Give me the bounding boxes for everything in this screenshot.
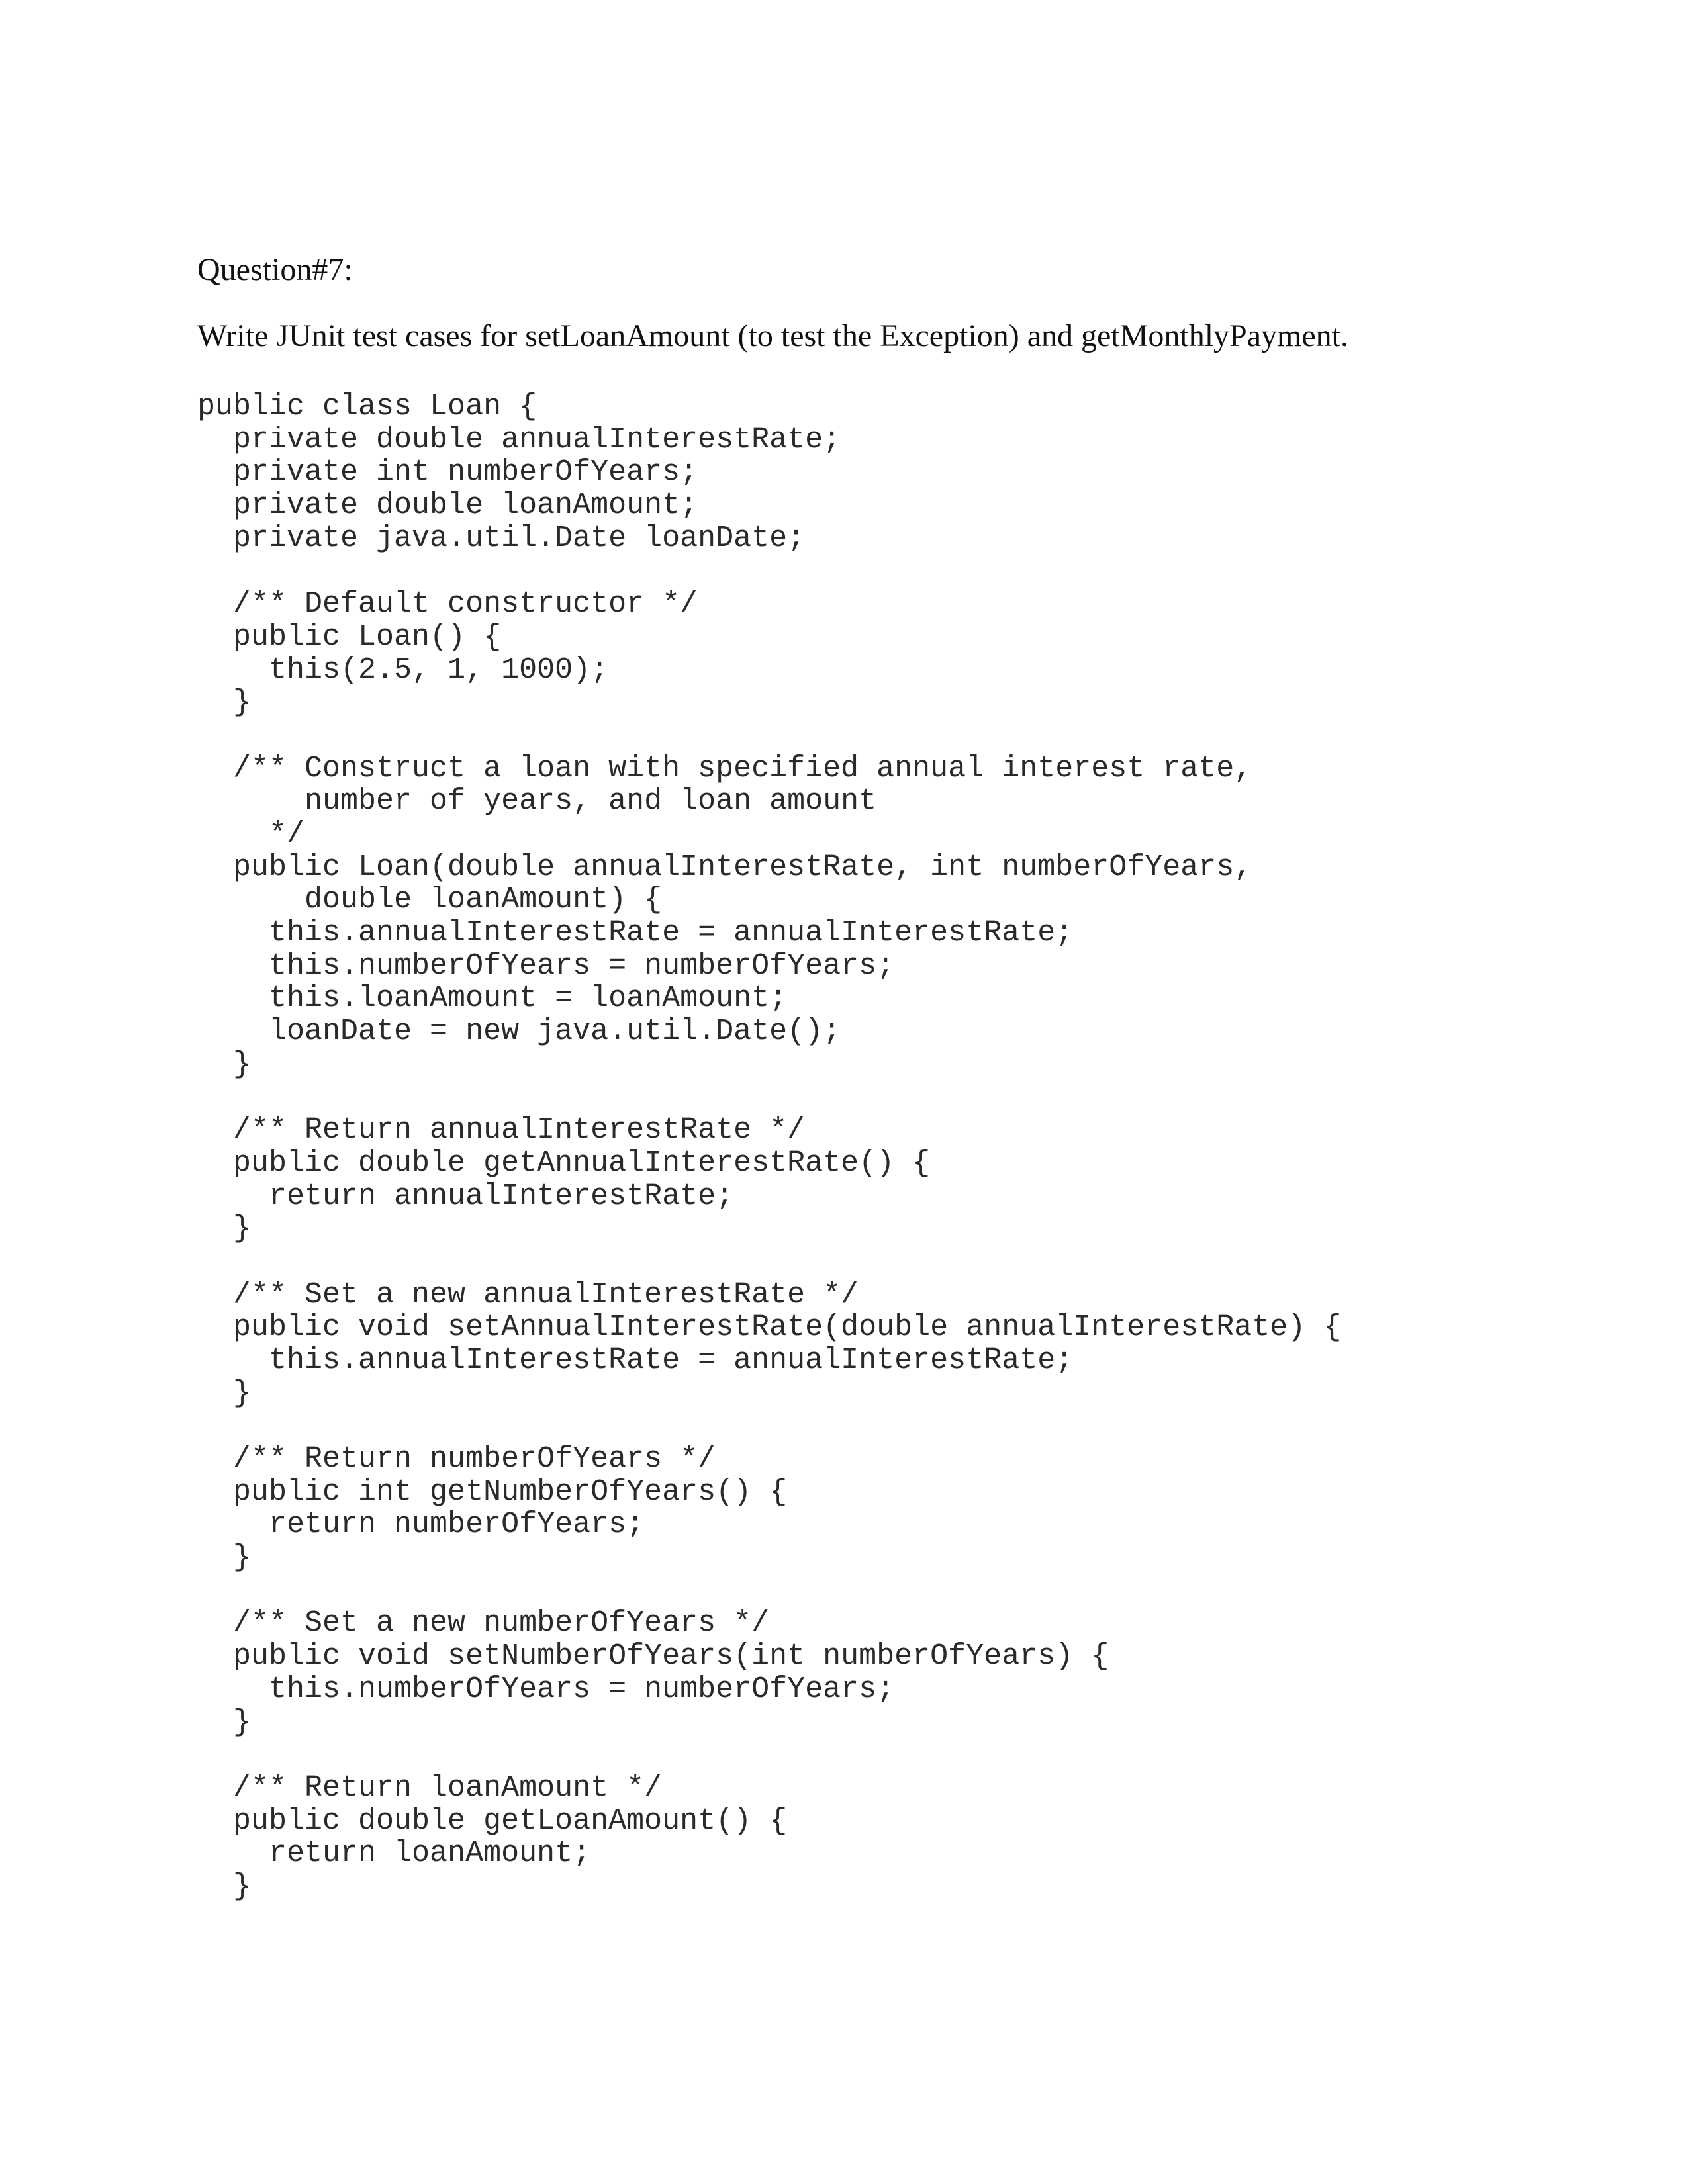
- code-listing: [197, 390, 1654, 1903]
- code-line: [197, 1246, 1654, 1279]
- code-line: return numberOfYears;: [197, 1508, 645, 1542]
- question-instruction: Write JUnit test cases for setLoanAmount (to test the Exception) and getMonthlyPayment.: [197, 318, 1349, 353]
- code-line: return annualInterestRate;: [197, 1179, 734, 1213]
- code-line: private double annualInterestRate;: [197, 422, 841, 457]
- code-line: public void setAnnualInterestRate(double annualInterestRate) {: [197, 1310, 1342, 1345]
- code-line: this.numberOfYears = numberOfYears;: [197, 948, 895, 983]
- code-line: this.loanAmount = loanAmount;: [197, 981, 788, 1016]
- code-line: public void setNumberOfYears(int numberOfYears) {: [197, 1639, 1109, 1674]
- code-line: public int getNumberOfYears() {: [197, 1475, 788, 1509]
- code-line: number of years, and loan amount: [197, 784, 877, 819]
- code-line: private int numberOfYears;: [197, 455, 698, 490]
- code-line: return loanAmount;: [197, 1837, 591, 1871]
- question-title: Question#7:: [197, 252, 353, 287]
- code-line: loanDate = new java.util.Date();: [197, 1015, 841, 1049]
- code-line: }: [197, 1047, 252, 1081]
- code-line: /** Return loanAmount */: [197, 1770, 663, 1805]
- code-line: this.numberOfYears = numberOfYears;: [197, 1672, 895, 1706]
- code-line: [197, 1081, 1654, 1114]
- code-line: public double getLoanAmount() {: [197, 1803, 788, 1838]
- code-line: private double loanAmount;: [197, 488, 698, 523]
- code-line: /** Construct a loan with specified annual interest rate,: [197, 751, 1252, 786]
- code-line: public class Loan {: [197, 390, 538, 424]
- code-line: [197, 555, 1654, 588]
- code-line: [197, 1574, 1654, 1608]
- code-line: this(2.5, 1, 1000);: [197, 653, 609, 687]
- code-line: [197, 1410, 1654, 1443]
- code-line: */: [197, 817, 305, 851]
- code-line: /** Set a new annualInterestRate */: [197, 1277, 859, 1312]
- code-line: double loanAmount) {: [197, 883, 663, 917]
- code-line: public Loan() {: [197, 619, 502, 654]
- code-line: }: [197, 1376, 252, 1410]
- code-line: /** Return numberOfYears */: [197, 1442, 716, 1476]
- code-line: private java.util.Date loanDate;: [197, 521, 806, 555]
- code-line: /** Default constructor */: [197, 587, 698, 621]
- code-line: }: [197, 1705, 252, 1739]
- code-line: this.annualInterestRate = annualInterestRate;: [197, 1343, 1074, 1377]
- code-line: }: [197, 1869, 252, 1903]
- code-line: /** Set a new numberOfYears */: [197, 1606, 770, 1641]
- code-line: this.annualInterestRate = annualInterestRate;: [197, 916, 1074, 950]
- code-line: [197, 1739, 1654, 1772]
- code-line: }: [197, 686, 252, 720]
- code-line: /** Return annualInterestRate */: [197, 1113, 806, 1148]
- code-line: }: [197, 1212, 252, 1246]
- code-line: public double getAnnualInterestRate() {: [197, 1146, 931, 1180]
- code-line: }: [197, 1541, 252, 1575]
- code-line: public Loan(double annualInterestRate, int numberOfYears,: [197, 850, 1252, 884]
- code-line: [197, 719, 1654, 752]
